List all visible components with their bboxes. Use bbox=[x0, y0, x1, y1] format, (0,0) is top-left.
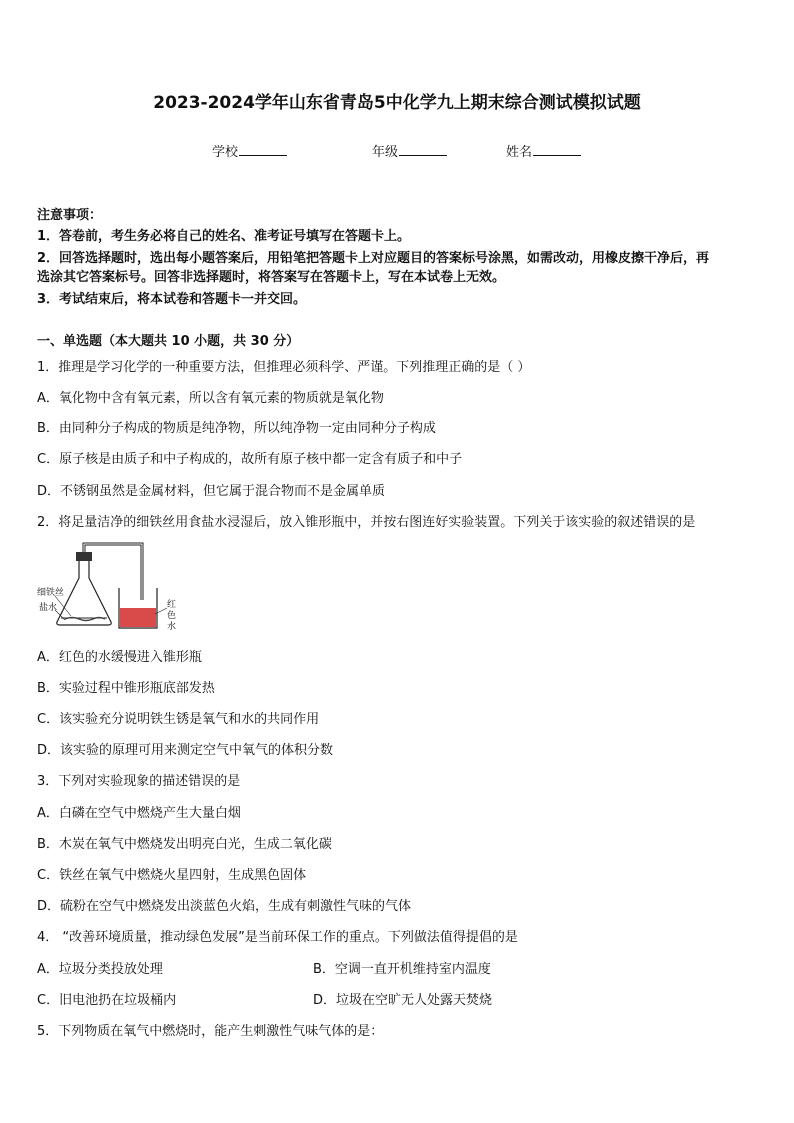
option-a[interactable]: A．氧化物中含有氧元素，所以含有氧元素的物质就是氧化物 bbox=[37, 391, 384, 406]
page-title: 2023-2024学年山东省青岛5中化学九上期末综合测试模拟试题 bbox=[153, 93, 641, 113]
label-iron-wire: 细铁丝 bbox=[37, 588, 65, 598]
option-d[interactable]: D．硫粉在空气中燃烧发出淡蓝色火焰，生成有刺激性气味的气体 bbox=[37, 899, 412, 914]
option-a[interactable]: A．红色的水缓慢进入锥形瓶 bbox=[37, 650, 202, 665]
option-c[interactable]: C．该实验充分说明铁生锈是氧气和水的共同作用 bbox=[37, 712, 320, 727]
school-field bbox=[212, 141, 287, 160]
grade-label: 年级 bbox=[372, 145, 399, 160]
section-heading: 一、单选题（本大题共 10 小题，共 30 分） bbox=[37, 334, 300, 349]
name-field bbox=[506, 141, 581, 160]
question-stem: 2．将足量洁净的细铁丝用食盐水浸湿后，放入锥形瓶中，并按右图连好实验装置。下列关于该实验的叙述错误的是 bbox=[37, 515, 696, 530]
option-d[interactable]: D．垃圾在空旷无人处露天焚烧 bbox=[313, 993, 493, 1008]
grade-blank[interactable] bbox=[399, 143, 447, 156]
school-label: 学校 bbox=[212, 145, 239, 160]
red-water bbox=[120, 608, 156, 627]
option-c[interactable]: C．铁丝在氧气中燃烧火星四射，生成黑色固体 bbox=[37, 868, 307, 883]
grade-field bbox=[372, 141, 447, 160]
label-red-3: 水 bbox=[167, 622, 177, 632]
label-red-2: 色 bbox=[167, 611, 177, 621]
school-blank[interactable] bbox=[239, 143, 287, 156]
notice-item: 3．考试结束后，将本试卷和答题卡一并交回。 bbox=[37, 292, 307, 307]
option-a[interactable]: A．垃圾分类投放处理 bbox=[37, 962, 163, 977]
option-b[interactable]: B．木炭在氧气中燃烧发出明亮白光，生成二氧化碳 bbox=[37, 837, 332, 852]
option-c[interactable]: C．原子核是由质子和中子构成的，故所有原子核中都一定含有质子和中子 bbox=[37, 452, 463, 467]
option-c[interactable]: C．旧电池扔在垃圾桶内 bbox=[37, 993, 177, 1008]
notice-heading: 注意事项： bbox=[37, 208, 103, 223]
option-d[interactable]: D．不锈钢虽然是金属材料，但它属于混合物而不是金属单质 bbox=[37, 484, 386, 499]
question-stem: 1．推理是学习化学的一种重要方法，但推理必须科学、严谨。下列推理正确的是（ ） bbox=[37, 360, 531, 375]
experiment-apparatus-figure bbox=[37, 538, 187, 634]
question-stem: 4． “改善环境质量，推动绿色发展”是当前环保工作的重点。下列做法值得提倡的是 bbox=[37, 930, 518, 945]
rubber-stopper bbox=[76, 552, 92, 561]
option-d[interactable]: D．该实验的原理可用来测定空气中氧气的体积分数 bbox=[37, 743, 334, 758]
conical-flask bbox=[57, 561, 111, 625]
label-red-1: 红 bbox=[167, 600, 177, 610]
option-a[interactable]: A．白磷在空气中燃烧产生大量白烟 bbox=[37, 806, 241, 821]
notice-item: 2．回答选择题时，选出每小题答案后，用铅笔把答题卡上对应题目的答案标号涂黑，如需改动，用橡皮擦干净后，再 bbox=[37, 251, 710, 266]
option-b[interactable]: B．空调一直开机维持室内温度 bbox=[313, 962, 491, 977]
option-b[interactable]: B．实验过程中锥形瓶底部发热 bbox=[37, 681, 215, 696]
glass-tube bbox=[84, 544, 142, 600]
name-blank[interactable] bbox=[533, 143, 581, 156]
name-label: 姓名 bbox=[506, 145, 533, 160]
question-stem: 3．下列对实验现象的描述错误的是 bbox=[37, 774, 241, 789]
notice-item: 选涂其它答案标号。回答非选择题时，将答案写在答题卡上，写在本试卷上无效。 bbox=[37, 270, 506, 285]
notice-item: 1．答卷前，考生务必将自己的姓名、准考证号填写在答题卡上。 bbox=[37, 229, 411, 244]
question-stem: 5．下列物质在氧气中燃烧时，能产生刺激性气味气体的是： bbox=[37, 1024, 384, 1039]
label-salt-water: 盐水 bbox=[39, 603, 58, 613]
option-b[interactable]: B．由同种分子构成的物质是纯净物，所以纯净物一定由同种分子构成 bbox=[37, 421, 436, 436]
